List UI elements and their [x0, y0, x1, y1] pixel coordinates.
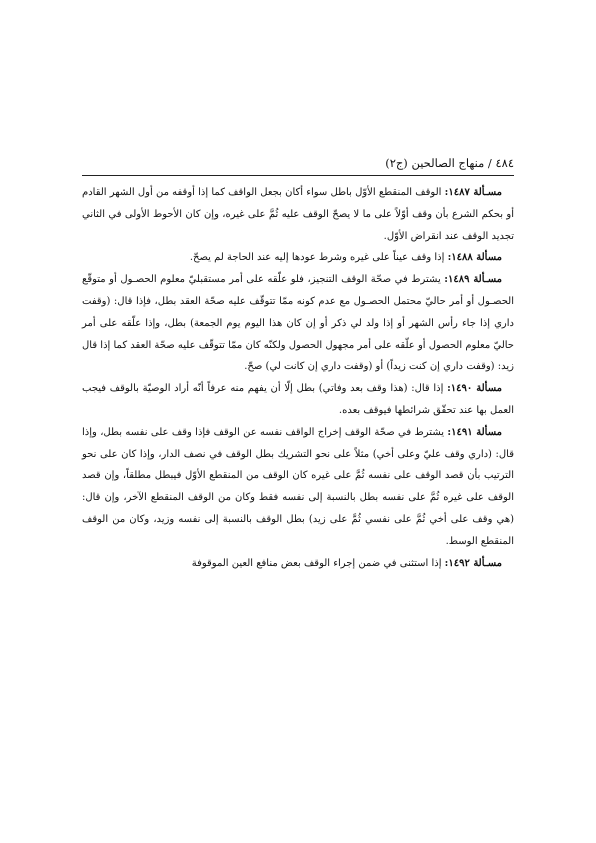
issue-text: يشترط في صحّة الوقف التنجيز، فلو علّقه على أمر مستقبليّ معلوم الحصـول أو متوقّع الحصـول أو أمر حاليّ محتمل الحصـول مع عدم كونه ممّا تتوقّف عليه صحّة العقد بطل، فإذا قال: (وقفت داري إذا جاء رأس الشهر أو إذا ولد لي ذكر أو إن كان هذا اليوم يوم الجمعة) بطل، وإذا علّقه على أمر حاليّ معلوم الحصول أو علّقه على أمر مجهول الحصول ولكنّه كان ممّا تتوقّف عليه صحّة العقد كما إذا قال زيد: (وقفت داري إن كنت زيداً) أو (وقفت داري إن كانت لي) صحّ.	[82, 274, 514, 373]
main-text	[82, 182, 514, 802]
issue-number: مسـألة ١٤٨٩:	[444, 274, 502, 286]
issue-text: إذا قال: (هذا وقف بعد وفاتي) بطل إلّا أن يفهم منه عرفاً أنّه أراد الوصيّة بالوقف فيجب العمل بها عند تحقّق شرائطها فيوقف بعده.	[82, 383, 514, 416]
issue-paragraph	[82, 182, 514, 247]
issue-paragraph	[82, 269, 514, 378]
issue-text: إذا وقف عيناً على غيره وشرط عودها إليه عند الحاجة لم يصحّ.	[189, 252, 448, 264]
running-head: ٤٨٤ / منهاج الصالحين (ج٢)	[385, 156, 514, 170]
issue-number: مسـألة ١٤٩٢:	[444, 557, 502, 569]
issue-number: مسألة ١٤٩٠:	[447, 383, 502, 395]
issue-text: إذا استثنى في ضمن إجراء الوقف بعض منافع العين الموقوفة	[191, 557, 445, 569]
issue-paragraph	[82, 422, 514, 553]
issue-text: الوقف المنقطع الأوّل باطل سواء أكان بجعل الواقف كما إذا أوقفه من أول الشهر القادم أو بحكم الشرع بأن وقف أوّلاً على ما لا يصحّ الوقف عليه ثُمَّ على غيره، وإن كان الأحوط الأولى في الثاني تجديد الوقف عند انقراض الأوّل.	[82, 187, 514, 242]
issue-number: مسألة ١٤٩١:	[447, 426, 502, 438]
issue-number: مسـألة ١٤٨٧:	[444, 187, 502, 198]
issue-text: يشترط في صحّة الوقف إخراج الواقف نفسه عن الوقف فإذا وقف على نفسه بطل، وإذا قال: (داري وقف عليّ وعلى أخي) مثلاً على نحو التشريك بطل الوقف في نصف الدار، وإذا كان على نحو الترتيب بأن قصد الوقف على نفسه ثُمَّ على غيره كان الوقف من المنقطع الأوّل فيبطل مطلقاً، وإن قصد الوقف على غيره ثُمَّ على نفسه بطل بالنسبة إلى نفسه فقط وكان من الوقف المنقطع الآخر، وإن قال: (هي وقف على أخي ثُمَّ على نفسي ثُمَّ على زيد) بطل الوقف بالنسبة إلى نفسه وزيد، وكان من الوقف المنقطع الوسط.	[82, 426, 514, 547]
issue-paragraph	[82, 378, 514, 422]
issue-paragraph	[82, 247, 514, 269]
issue-paragraph	[82, 553, 514, 575]
issue-number: مسألة ١٤٨٨:	[447, 252, 502, 264]
header-divider	[82, 175, 514, 176]
